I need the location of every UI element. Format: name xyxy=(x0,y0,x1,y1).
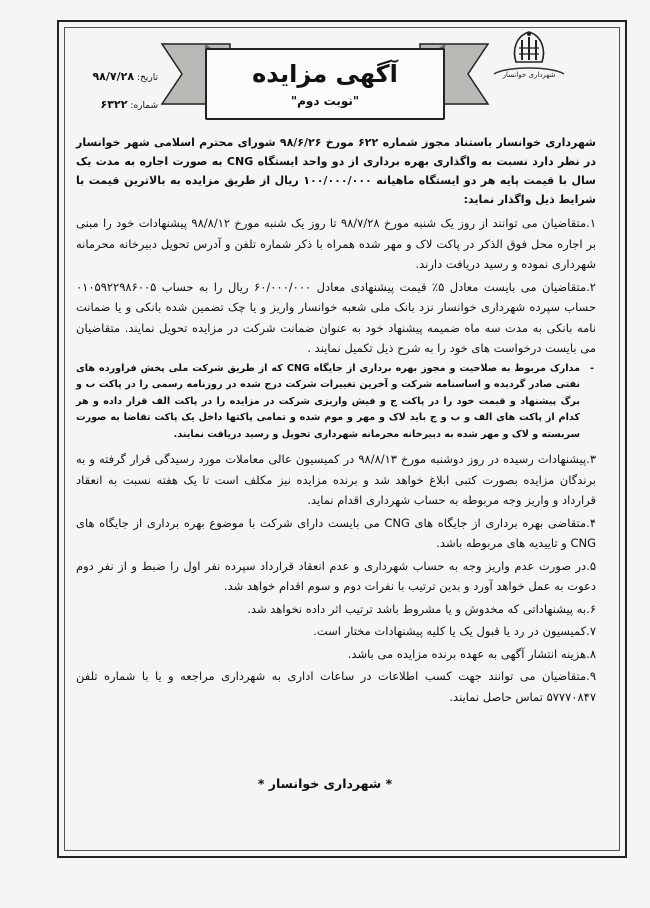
condition-item-1: ۱.متقاضیان می توانند از روز یک شنبه مورخ ۹۸/۷/۲۸ تا روز یک شنبه مورخ ۹۸/۸/۱۲ پیشنهادات خود را مبنی بر اجاره محل فوق الذکر در پاکت لاک و مهر شده همراه با ذکر شماره تلفن و آدرس تحویل دبیرخانه محرمانه شهرداری نموده و رسید دریافت دارند. xyxy=(76,216,596,271)
date-value: ۹۸/۷/۲۸ xyxy=(92,70,135,83)
condition-item-4: ۴.متقاضی بهره برداری از جایگاه های CNG می بایست دارای شرکت با موضوع بهره برداری از جایگاه های CNG و تاییدیه های مربوطه باشد. xyxy=(76,515,596,550)
notice-banner xyxy=(205,48,445,120)
date-label: تاریخ: xyxy=(137,73,158,83)
logo-caption: شهرداری خوانسار xyxy=(502,71,556,79)
condition-item-8: ۸.هزینه انتشار آگهی به عهده برنده مزایده می باشد. xyxy=(347,646,596,661)
notice-title: آگهی مزایده xyxy=(252,60,398,88)
condition-item-3: ۳.پیشنهادات رسیده در روز دوشنبه مورخ ۹۸/۸/۱۳ در کمیسیون عالی معاملات مورد رسیدگی قرار گرفته و به برندگان مزایده بصورت کتبی ابلاغ خواهد شد و برنده مزایده نیز مکلف است تا یک هفته نسبت به انعقاد قرارداد و واریز وجه مربوطه به حساب شهرداری اقدام نماید. xyxy=(76,452,596,507)
documents-note xyxy=(76,361,596,444)
condition-item-6: ۶.به پیشنهاداتی که مخدوش و یا مشروط باشد ترتیب اثر داده نخواهد شد. xyxy=(247,601,596,616)
condition-item-5: ۵.در صورت عدم واریز وجه به حساب شهرداری و عدم انعقاد قرارداد سپرده نفر اول را ضبط و از نفر دوم دعوت به عمل خواهد آورد و بدین ترتیب با نفرات دوم و سوم اقدام خواهد شد. xyxy=(76,558,596,593)
number-value: ۶۳۲۲ xyxy=(100,98,128,111)
documents-note-text: مدارک مربوط به صلاحیت و مجوز بهره برداری از جایگاه CNG که از طریق شرکت ملی پخش فراورده های نفتی صادر گردیده و اساسنامه شرکت و آخرین تغییرات شرکت درج شده در روزنامه رسمی را در پاکت ب و برگ پیشنهاد و قیمت خود را در پاکت ج و فیش واریزی شرکت در مزایده را در پاکت الف قرار داده و هر کدام از پاکت های الف و ب و ج باید لاک و مهر و موم شده و تمامی پاکتها داخل یک پاکت تقاضا به صورت سربسته و لاک و مهر شده به دبیرخانه محرمانه شهرداری تحویل و رسید دریافت نمایند. xyxy=(76,362,581,440)
bullet-dash: - xyxy=(590,362,594,374)
signature-line: * شهرداری خوانسار * xyxy=(257,776,393,791)
notice-round: "نوبت دوم" xyxy=(290,94,360,108)
condition-item-9: ۹.متقاضیان می توانند جهت کسب اطلاعات در ساعات اداری به شهرداری مراجعه و یا با شماره تلفن ۵۷۷۷۰۸۴۷ تماس حاصل نمایند. xyxy=(76,669,596,704)
number-label: شماره: xyxy=(130,101,158,111)
notice-body xyxy=(76,133,596,709)
date-line xyxy=(78,70,158,83)
number-line xyxy=(78,98,158,111)
condition-item-2: ۲.متقاضیان می بایست معادل ۵٪ قیمت پیشنهادی معادل ۶۰/۰۰۰/۰۰۰ ریال را به حساب ۰۱۰۵۹۲۲۹۸۶۰۰۵ حساب سپرده شهرداری خوانسار نزد بانک ملی شعبه خوانسار واریز و یا چک تضمین شده بانکی و یا ضمانت نامه بانکی به مدت سه ماه ضمیمه پیشنهاد خود به عنوان ضمانت شرکت در مزایده تحویل نمایند. متقاضیان می بایست درخواست های خود را به شرح ذیل تکمیل نمایند . xyxy=(76,279,596,355)
intro-paragraph: شهرداری خوانسار باستناد مجوز شماره ۶۲۲ مورخ ۹۸/۶/۲۶ شورای محترم اسلامی شهر خوانسار در نظر دارد نسبت به واگذاری بهره برداری از دو واحد ایستگاه CNG به صورت اجاره به مدت یک سال با قیمت پایه هر دو ایستگاه ماهیانه ۱۰۰/۰۰۰/۰۰۰ ریال از طریق مزایده به بالاترین قیمت با شرایط ذیل واگذار نماید: xyxy=(76,136,596,206)
condition-item-7: ۷.کمیسیون در رد یا قبول یک یا کلیه پیشنهادات مختار است. xyxy=(313,624,596,638)
